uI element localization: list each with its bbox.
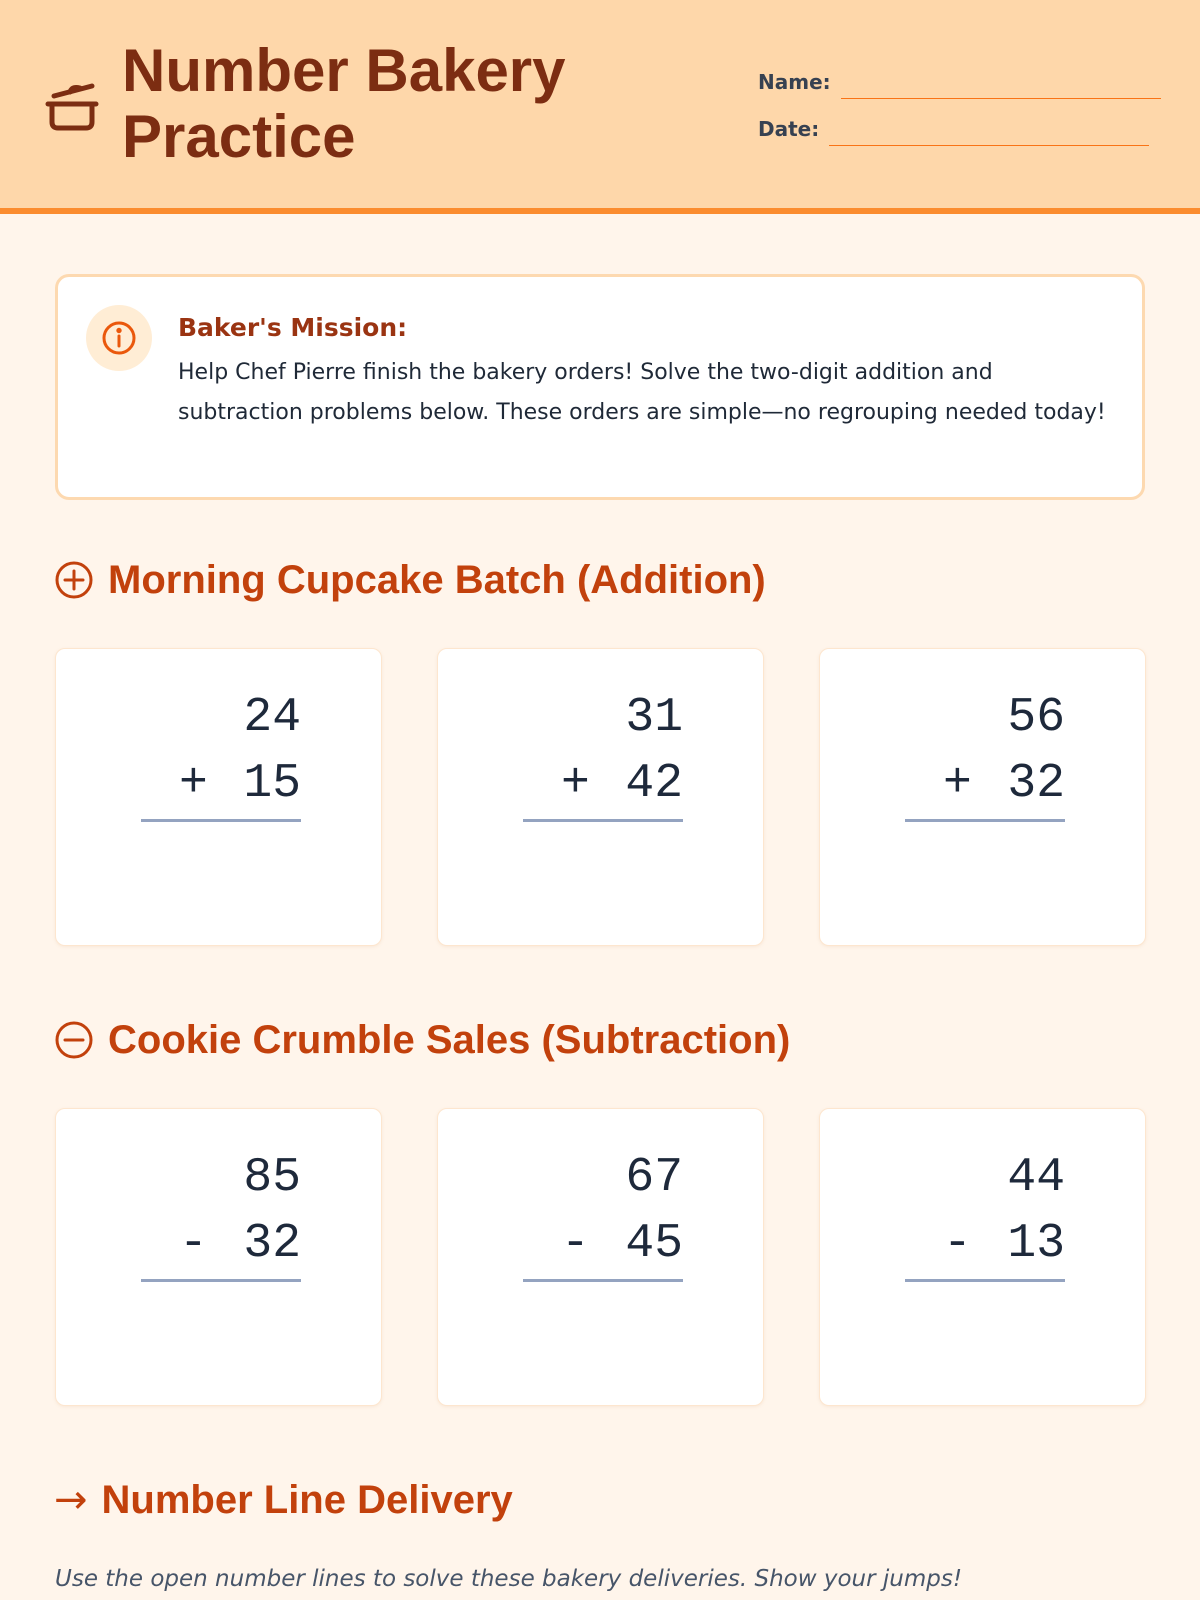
mission-box (55, 274, 1145, 500)
addition-problem-card (819, 648, 1146, 946)
subtraction-problem (523, 1145, 683, 1277)
answer-line (141, 1279, 301, 1282)
number-line-section-title: Number Line Delivery (101, 1477, 513, 1522)
addition-problem (141, 685, 301, 817)
answer-line (523, 1279, 683, 1282)
mission-title: Baker's Mission: (178, 313, 408, 342)
subtraction-problem-card (55, 1108, 382, 1406)
subtraction-problem (141, 1145, 301, 1277)
top-number: 67 (625, 1151, 683, 1205)
mission-text: Help Chef Pierre finish the bakery orders! Solve the two-digit addition and subtraction problems below. These orders are simple—no regrouping needed today! (178, 360, 1106, 425)
answer-line (905, 1279, 1065, 1282)
addition-problem-card (55, 648, 382, 946)
subtraction-problem-card (819, 1108, 1146, 1406)
top-number: 85 (243, 1151, 301, 1205)
number-line-section-heading (54, 1476, 513, 1524)
name-label: Name: (758, 70, 831, 94)
addition-section-title: Morning Cupcake Batch (Addition) (108, 557, 766, 602)
bottom-number: 45 (625, 1217, 683, 1271)
plus-sign: + (943, 757, 972, 811)
name-input-line[interactable] (841, 98, 1161, 99)
top-number: 24 (243, 691, 301, 745)
subtraction-section-heading (54, 1016, 790, 1064)
date-label: Date: (758, 117, 820, 141)
minus-sign: - (943, 1217, 972, 1271)
top-number: 56 (1007, 691, 1065, 745)
bottom-number: 32 (243, 1217, 301, 1271)
plus-sign: + (561, 757, 590, 811)
top-number: 31 (625, 691, 683, 745)
worksheet-header (0, 0, 1200, 214)
cooking-pot-icon (40, 78, 102, 140)
addition-section-heading (54, 556, 766, 604)
subtraction-problem-card (437, 1108, 764, 1406)
addition-problem-card (437, 648, 764, 946)
plus-circle-icon (54, 560, 94, 600)
subtraction-problem (905, 1145, 1065, 1277)
bottom-number: 42 (625, 757, 683, 811)
answer-line (905, 819, 1065, 822)
arrow-right-icon: → (54, 1477, 88, 1523)
subtraction-section-title: Cookie Crumble Sales (Subtraction) (108, 1017, 791, 1062)
info-icon (86, 305, 152, 371)
bottom-number: 32 (1007, 757, 1065, 811)
page-title: Number Bakery Practice (122, 37, 566, 170)
top-number: 44 (1007, 1151, 1065, 1205)
minus-circle-icon (54, 1020, 94, 1060)
answer-line (141, 819, 301, 822)
answer-line (523, 819, 683, 822)
bottom-number: 15 (243, 757, 301, 811)
minus-sign: - (561, 1217, 590, 1271)
date-input-line[interactable] (829, 145, 1149, 146)
addition-problem (523, 685, 683, 817)
bottom-number: 13 (1007, 1217, 1065, 1271)
number-line-instructions: Use the open number lines to solve these bakery deliveries. Show your jumps! (55, 1566, 963, 1592)
addition-problem (905, 685, 1065, 817)
plus-sign: + (179, 757, 208, 811)
minus-sign: - (179, 1217, 208, 1271)
